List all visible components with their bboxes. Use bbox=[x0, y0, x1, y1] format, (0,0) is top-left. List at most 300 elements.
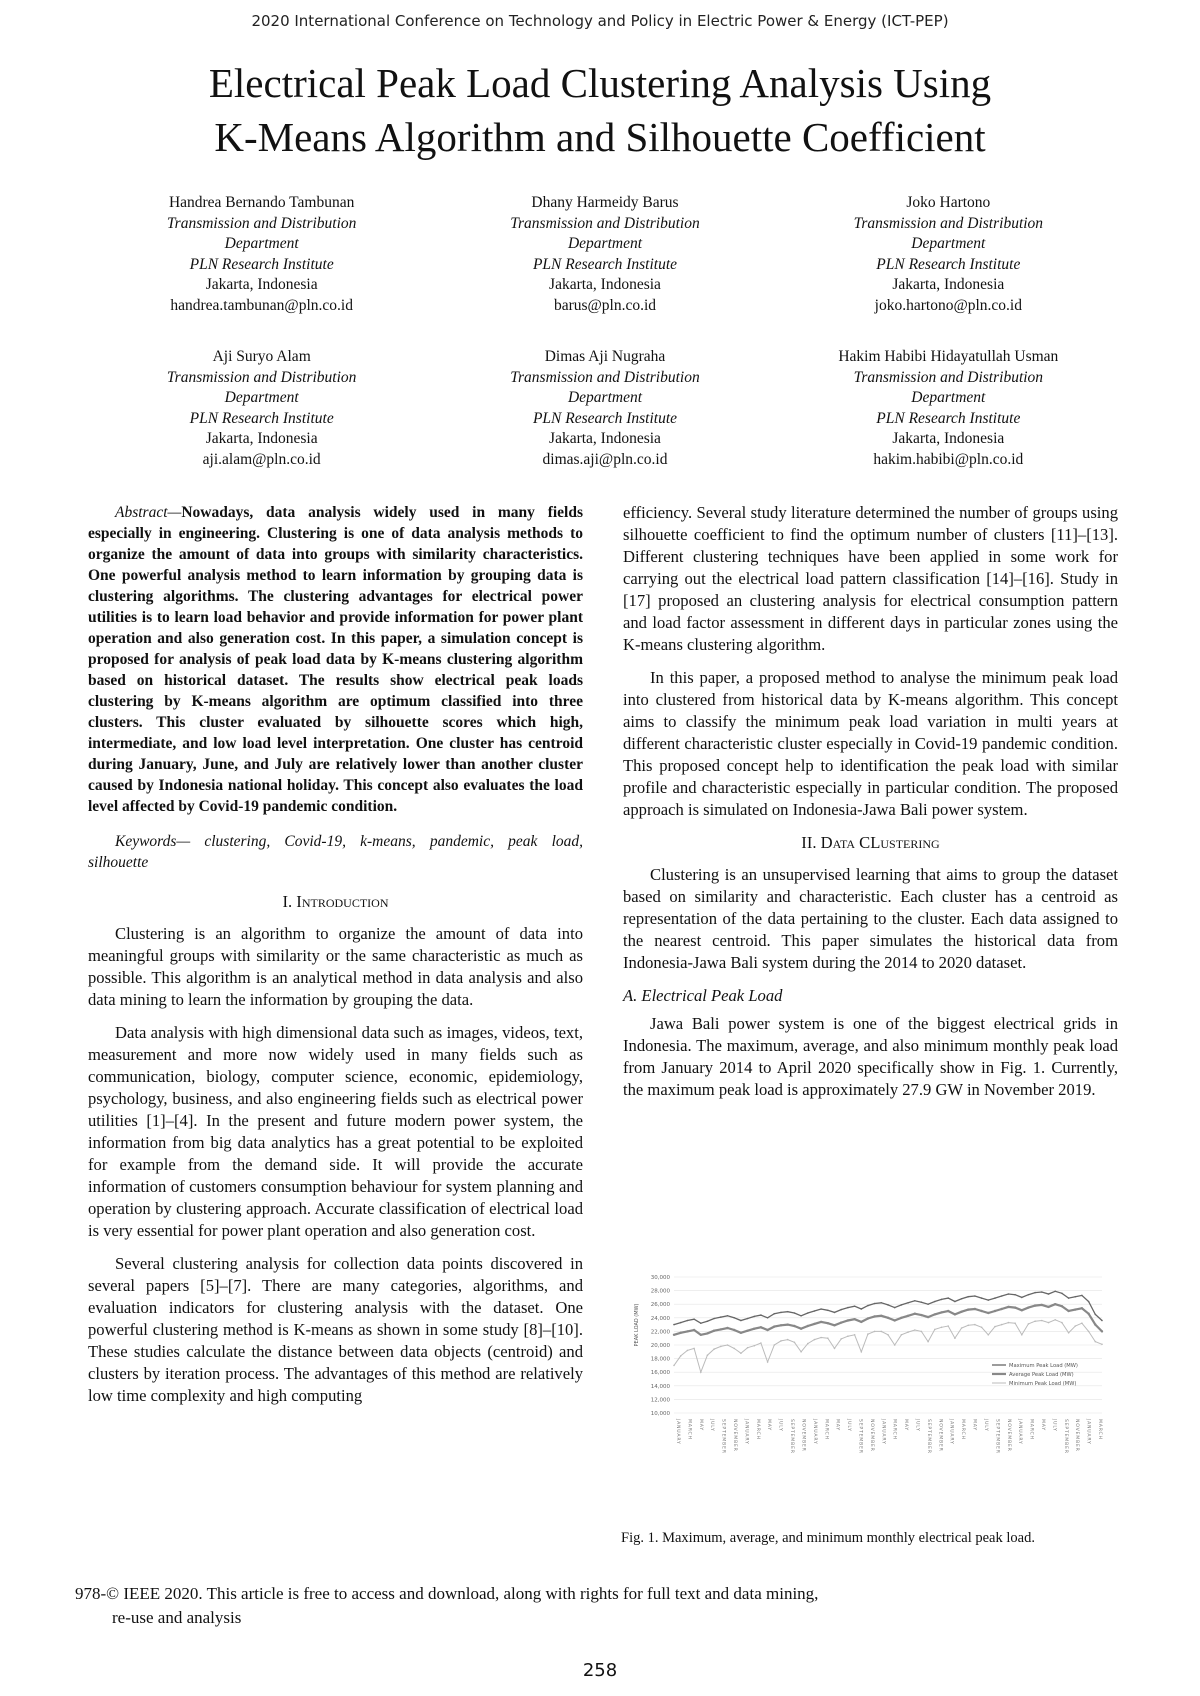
data-point bbox=[900, 1317, 902, 1319]
data-point bbox=[894, 1344, 896, 1346]
data-point bbox=[746, 1330, 748, 1332]
data-point bbox=[867, 1333, 869, 1335]
author-institute: PLN Research Institute bbox=[876, 255, 1021, 273]
data-point bbox=[760, 1314, 762, 1316]
legend-label: Average Peak Load (MW) bbox=[1009, 1372, 1074, 1378]
x-tick-label: MAY bbox=[834, 1419, 840, 1431]
data-point bbox=[1088, 1331, 1090, 1333]
paragraph: Clustering is an algorithm to organize the amount of data into meaningful groups with similarity or the same characteristic as much as possible. This algorithm is an analytical method in data analysis and also data mining to learn the information by grouping the data. bbox=[88, 924, 583, 1009]
x-tick-label: NOVEMBER bbox=[1074, 1419, 1080, 1452]
data-point bbox=[1001, 1295, 1003, 1297]
data-point bbox=[707, 1320, 709, 1322]
data-point bbox=[1081, 1295, 1083, 1297]
data-point bbox=[853, 1318, 855, 1320]
author-block bbox=[433, 347, 776, 470]
author-dept: Transmission and Distribution bbox=[853, 214, 1044, 232]
data-point bbox=[1054, 1291, 1056, 1293]
data-point bbox=[787, 1339, 789, 1341]
data-point bbox=[847, 1335, 849, 1337]
data-point bbox=[1034, 1292, 1036, 1294]
data-point bbox=[673, 1334, 675, 1336]
x-tick-label: SEPTEMBER bbox=[1062, 1419, 1068, 1454]
author-dept: Transmission and Distribution bbox=[853, 368, 1044, 386]
data-point bbox=[1061, 1322, 1063, 1324]
y-tick-label: 24,000 bbox=[650, 1315, 670, 1322]
data-point bbox=[813, 1323, 815, 1325]
data-point bbox=[753, 1328, 755, 1330]
data-point bbox=[793, 1325, 795, 1327]
footer-line-1: 978-© IEEE 2020. This article is free to access and download, along with rights for full text and data mining, bbox=[75, 1584, 819, 1603]
page-number: 258 bbox=[582, 1660, 618, 1681]
data-point bbox=[934, 1313, 936, 1315]
data-point bbox=[947, 1325, 949, 1327]
data-point bbox=[766, 1329, 768, 1331]
data-point bbox=[687, 1350, 689, 1352]
data-point bbox=[733, 1317, 735, 1319]
x-tick-label: NOVEMBER bbox=[937, 1419, 943, 1452]
data-point bbox=[1074, 1308, 1076, 1310]
data-point bbox=[680, 1332, 682, 1334]
data-point bbox=[680, 1322, 682, 1324]
paragraph: efficiency. Several study literature determined the number of groups using silhouette coefficient to find the optimum number of clusters [11]–[13]. Different clustering techniques have been applied in some work for carrying out the electrical load pattern classification [14]–[16]. Study in [17] proposed an clustering analysis for electrical consumption pattern and load factor assessment in different days in particular zones using the K-means clustering algorithm. bbox=[623, 503, 1118, 654]
data-point bbox=[967, 1308, 969, 1310]
data-point bbox=[961, 1298, 963, 1300]
data-point bbox=[1021, 1334, 1023, 1336]
data-point bbox=[974, 1295, 976, 1297]
title-line-1: Electrical Peak Load Clustering Analysis Using bbox=[208, 60, 992, 106]
data-point bbox=[747, 1347, 749, 1349]
abstract-lead: Abstract— bbox=[115, 504, 182, 521]
keywords: Keywords— clustering, Covid-19, k-means, pandemic, peak load, silhouette bbox=[88, 833, 583, 871]
data-point bbox=[880, 1315, 882, 1317]
data-point bbox=[713, 1330, 715, 1332]
paragraph: Jawa Bali power system is one of the biggest electrical grids in Indonesia. The maximum, average, and also minimum monthly peak load from January 2014 to April 2020 specifically show in Fig. 1. Currently, the maximum peak load is approximately 27.9 GW in November 2019. bbox=[623, 1014, 1118, 1099]
x-tick-label: JULY bbox=[846, 1419, 852, 1432]
data-point bbox=[867, 1305, 869, 1307]
data-point bbox=[693, 1329, 695, 1331]
x-tick-label: MARCH bbox=[1028, 1419, 1034, 1440]
author-institute: PLN Research Institute bbox=[189, 409, 334, 427]
data-point bbox=[981, 1327, 983, 1329]
x-tick-label: JANUARY bbox=[675, 1419, 680, 1445]
title-line-2: K-Means Algorithm and Silhouette Coefficient bbox=[214, 114, 986, 160]
data-point bbox=[1008, 1322, 1010, 1324]
author-dept: Department bbox=[911, 389, 986, 406]
data-point bbox=[754, 1316, 756, 1318]
data-point bbox=[1008, 1293, 1010, 1295]
data-point bbox=[834, 1312, 836, 1314]
data-point bbox=[727, 1315, 729, 1317]
data-point bbox=[921, 1301, 923, 1303]
x-tick-label: NOVEMBER bbox=[868, 1419, 874, 1452]
data-point bbox=[1007, 1306, 1009, 1308]
x-tick-label: SEPTEMBER bbox=[857, 1419, 863, 1454]
x-tick-label: JANUARY bbox=[811, 1419, 817, 1445]
data-point bbox=[934, 1301, 936, 1303]
data-point bbox=[1094, 1323, 1096, 1325]
x-tick-label: MARCH bbox=[754, 1419, 760, 1440]
data-point bbox=[794, 1342, 796, 1344]
author-city: Jakarta, Indonesia bbox=[205, 276, 318, 293]
data-point bbox=[1001, 1324, 1003, 1326]
data-point bbox=[960, 1311, 962, 1313]
data-point bbox=[733, 1348, 735, 1350]
data-point bbox=[774, 1344, 776, 1346]
data-point bbox=[807, 1343, 809, 1345]
author-city: Jakarta, Indonesia bbox=[205, 430, 318, 447]
data-point bbox=[1047, 1306, 1049, 1308]
data-point bbox=[961, 1327, 963, 1329]
chart-series bbox=[673, 1291, 1103, 1374]
author-city: Jakarta, Indonesia bbox=[892, 430, 1005, 447]
data-point bbox=[907, 1302, 909, 1304]
data-point bbox=[773, 1325, 775, 1327]
x-tick-label: MAY bbox=[1039, 1419, 1045, 1431]
author-row-1 bbox=[90, 193, 1120, 316]
data-point bbox=[994, 1310, 996, 1312]
peak-load-line-chart bbox=[630, 1265, 1110, 1490]
data-point bbox=[780, 1324, 782, 1326]
x-tick-label: JANUARY bbox=[880, 1419, 886, 1445]
data-point bbox=[1101, 1320, 1103, 1322]
data-point bbox=[767, 1361, 769, 1363]
data-point bbox=[873, 1315, 875, 1317]
author-dept: Department bbox=[224, 235, 299, 252]
data-point bbox=[720, 1346, 722, 1348]
author-row-2 bbox=[90, 347, 1120, 470]
data-point bbox=[887, 1317, 889, 1319]
data-point bbox=[774, 1313, 776, 1315]
data-point bbox=[1068, 1297, 1070, 1299]
x-tick-label: MAY bbox=[903, 1419, 909, 1431]
author-name: Dhany Harmeidy Barus bbox=[531, 194, 679, 211]
x-tick-label: NOVEMBER bbox=[732, 1419, 738, 1452]
data-point bbox=[987, 1312, 989, 1314]
data-point bbox=[687, 1320, 689, 1322]
data-point bbox=[713, 1348, 715, 1350]
data-point bbox=[800, 1315, 802, 1317]
footer-line-2: re-use and analysis bbox=[112, 1608, 242, 1627]
data-point bbox=[807, 1312, 809, 1314]
data-point bbox=[693, 1318, 695, 1320]
data-point bbox=[1081, 1307, 1083, 1309]
data-point bbox=[1054, 1319, 1056, 1321]
series-line bbox=[674, 1291, 1102, 1324]
data-point bbox=[980, 1310, 982, 1312]
data-point bbox=[887, 1334, 889, 1336]
data-point bbox=[860, 1321, 862, 1323]
data-point bbox=[927, 1303, 929, 1305]
x-tick-label: SEPTEMBER bbox=[720, 1419, 726, 1454]
data-point bbox=[1001, 1308, 1003, 1310]
abstract-body: Nowadays, data analysis widely used in many fields especially in engineering. Clustering is one of data analysis methods to organize the amount of data into groups with similarity characteristics. One powerful analysis method to learn information by grouping data is clustering algorithms. The clustering advantages for electrical power utilities is to learn load behavior and provide information for power plant operation and also generation cost. In this paper, a simulation concept is proposed for analysis of peak load data by K-means clustering algorithm based on historical dataset. The results show electrical peak loads clustering by K-means algorithm are optimum classified into three clusters. This cluster evaluated by silhouette scores which high, intermediate, and low load level interpretation. One cluster has centroid during January, June, and July are relatively lower than another cluster caused by Indonesia national holiday. This concept also evaluates the load level affected by Covid-19 pandemic condition. bbox=[88, 504, 583, 815]
data-point bbox=[940, 1311, 942, 1313]
data-point bbox=[927, 1341, 929, 1343]
subsection-heading: A. Electrical Peak Load bbox=[623, 986, 783, 1005]
author-name: Dimas Aji Nugraha bbox=[544, 348, 666, 365]
author-institute: PLN Research Institute bbox=[532, 255, 678, 273]
x-tick-label: MAY bbox=[766, 1419, 772, 1431]
data-point bbox=[726, 1327, 728, 1329]
author-dept: Transmission and Distribution bbox=[166, 214, 357, 232]
data-point bbox=[907, 1331, 909, 1333]
y-tick-label: 18,000 bbox=[650, 1356, 670, 1363]
data-point bbox=[854, 1305, 856, 1307]
data-point bbox=[1048, 1293, 1050, 1295]
data-point bbox=[720, 1316, 722, 1318]
y-axis-label: PEAK LOAD (MW) bbox=[634, 1303, 640, 1347]
data-point bbox=[988, 1334, 990, 1336]
data-point bbox=[673, 1324, 675, 1326]
data-point bbox=[861, 1308, 863, 1310]
data-point bbox=[974, 1308, 976, 1310]
y-tick-label: 26,000 bbox=[650, 1302, 670, 1309]
author-dept: Department bbox=[567, 235, 643, 252]
y-tick-label: 30,000 bbox=[650, 1275, 670, 1281]
x-tick-label: SEPTEMBER bbox=[925, 1419, 931, 1454]
data-point bbox=[720, 1328, 722, 1330]
data-point bbox=[800, 1328, 802, 1330]
data-point bbox=[914, 1300, 916, 1302]
data-point bbox=[887, 1304, 889, 1306]
author-email[interactable]: dimas.aji@pln.co.id bbox=[542, 450, 668, 468]
data-point bbox=[927, 1316, 929, 1318]
data-point bbox=[840, 1321, 842, 1323]
x-tick-label: JANUARY bbox=[1017, 1419, 1023, 1445]
x-tick-label: NOVEMBER bbox=[800, 1419, 806, 1452]
y-tick-label: 20,000 bbox=[650, 1343, 670, 1349]
data-point bbox=[727, 1344, 729, 1346]
figure-1 bbox=[630, 1265, 1110, 1490]
data-point bbox=[693, 1348, 695, 1350]
x-tick-label: SEPTEMBER bbox=[994, 1419, 1000, 1454]
data-point bbox=[827, 1310, 829, 1312]
data-point bbox=[968, 1325, 970, 1327]
data-point bbox=[974, 1324, 976, 1326]
data-point bbox=[954, 1337, 956, 1339]
data-point bbox=[1068, 1332, 1070, 1334]
data-point bbox=[700, 1334, 702, 1336]
data-point bbox=[686, 1330, 688, 1332]
data-point bbox=[934, 1329, 936, 1331]
data-point bbox=[1034, 1304, 1036, 1306]
abstract bbox=[88, 502, 583, 817]
author-block bbox=[90, 347, 433, 470]
x-tick-label: JANUARY bbox=[743, 1419, 749, 1445]
data-point bbox=[921, 1331, 923, 1333]
data-point bbox=[920, 1314, 922, 1316]
data-point bbox=[1021, 1309, 1023, 1311]
right-column bbox=[623, 502, 1118, 1112]
author-email[interactable]: aji.alam@pln.co.id bbox=[202, 450, 321, 468]
data-point bbox=[740, 1352, 742, 1354]
author-block bbox=[90, 193, 433, 316]
x-tick-label: NOVEMBER bbox=[1005, 1419, 1011, 1452]
paragraph: Several clustering analysis for collection data points discovered in several papers [5]–[7]. There are many categories, algorithms, and evaluation indicators for clustering analysis with the dataset. One powerful clustering method is K-means as shown in some study [8]–[10]. These studies calculate the distance between data objects (centroid) and clusters by iteration process. The advantages of this method are relatively low time complexity and high computing bbox=[88, 1254, 583, 1405]
y-axis-tick-labels bbox=[651, 1275, 671, 1417]
data-point bbox=[760, 1342, 762, 1344]
x-tick-label: MARCH bbox=[823, 1419, 829, 1440]
y-tick-label: 10,000 bbox=[650, 1411, 670, 1417]
data-point bbox=[1061, 1293, 1063, 1295]
data-point bbox=[1101, 1330, 1103, 1332]
data-point bbox=[867, 1317, 869, 1319]
author-dept: Transmission and Distribution bbox=[510, 214, 700, 232]
data-point bbox=[914, 1313, 916, 1315]
data-point bbox=[1014, 1306, 1016, 1308]
data-point bbox=[861, 1351, 863, 1353]
data-point bbox=[988, 1299, 990, 1301]
x-axis-tick-labels bbox=[675, 1418, 1103, 1454]
data-point bbox=[827, 1322, 829, 1324]
data-point bbox=[954, 1313, 956, 1315]
data-point bbox=[733, 1329, 735, 1331]
data-point bbox=[1075, 1325, 1077, 1327]
author-dept: Department bbox=[224, 389, 299, 406]
data-point bbox=[814, 1339, 816, 1341]
author-email[interactable]: joko.hartono@pln.co.id bbox=[874, 296, 1022, 314]
author-name: Hakim Habibi Hidayatullah Usman bbox=[838, 348, 1059, 365]
data-point bbox=[941, 1299, 943, 1301]
data-point bbox=[680, 1355, 682, 1357]
paragraph: In this paper, a proposed method to analyse the minimum peak load into clustered from historical data by K-means algorithm. This concept aims to classify the minimum peak load variation in multi years at different characteristic cluster especially in Covid-19 pandemic condition. This proposed concept help to identification the peak load with similar profile and characteristic especially in particular condition. The proposed approach is simulated on Indonesia-Jawa Bali power system. bbox=[623, 668, 1118, 819]
data-point bbox=[1014, 1294, 1016, 1296]
x-tick-label: JULY bbox=[709, 1419, 715, 1432]
conference-header: 2020 International Conference on Technology and Policy in Electric Power & Energy (ICT-PEP) bbox=[251, 12, 949, 30]
data-point bbox=[820, 1308, 822, 1310]
legend-label: Maximum Peak Load (MW) bbox=[1009, 1363, 1078, 1369]
data-point bbox=[901, 1304, 903, 1306]
x-tick-label: JULY bbox=[777, 1419, 783, 1432]
data-point bbox=[1067, 1310, 1069, 1312]
data-point bbox=[814, 1310, 816, 1312]
data-point bbox=[1054, 1303, 1056, 1305]
data-point bbox=[740, 1320, 742, 1322]
data-point bbox=[1028, 1323, 1030, 1325]
data-point bbox=[1088, 1301, 1090, 1303]
author-name: Joko Hartono bbox=[906, 194, 991, 211]
data-point bbox=[881, 1302, 883, 1304]
x-tick-label: JANUARY bbox=[1085, 1419, 1091, 1445]
author-dept: Department bbox=[567, 389, 643, 406]
section-heading-data-clustering: II. Data CLustering bbox=[801, 833, 940, 852]
data-point bbox=[827, 1337, 829, 1339]
data-point bbox=[740, 1332, 742, 1334]
author-city: Jakarta, Indonesia bbox=[892, 276, 1005, 293]
data-point bbox=[706, 1332, 708, 1334]
author-dept: Transmission and Distribution bbox=[166, 368, 357, 386]
data-point bbox=[780, 1312, 782, 1314]
data-point bbox=[994, 1297, 996, 1299]
data-point bbox=[994, 1326, 996, 1328]
author-name: Handrea Bernando Tambunan bbox=[168, 194, 355, 211]
author-name: Aji Suryo Alam bbox=[212, 348, 311, 365]
data-point bbox=[800, 1351, 802, 1353]
data-point bbox=[1041, 1304, 1043, 1306]
data-point bbox=[981, 1297, 983, 1299]
data-point bbox=[1014, 1322, 1016, 1324]
data-point bbox=[847, 1307, 849, 1309]
data-point bbox=[907, 1315, 909, 1317]
author-dept: Department bbox=[911, 235, 986, 252]
data-point bbox=[914, 1329, 916, 1331]
data-point bbox=[840, 1309, 842, 1311]
data-point bbox=[1061, 1305, 1063, 1307]
author-institute: PLN Research Institute bbox=[532, 409, 678, 427]
author-block bbox=[433, 193, 776, 316]
data-point bbox=[1095, 1341, 1097, 1343]
author-institute: PLN Research Institute bbox=[189, 255, 334, 273]
legend-label: Minimum Peak Load (MW) bbox=[1009, 1381, 1077, 1387]
data-point bbox=[713, 1318, 715, 1320]
data-point bbox=[1087, 1313, 1089, 1315]
x-tick-label: MAY bbox=[971, 1419, 977, 1431]
data-point bbox=[700, 1322, 702, 1324]
data-point bbox=[1041, 1320, 1043, 1322]
y-tick-label: 12,000 bbox=[650, 1397, 670, 1404]
data-point bbox=[840, 1338, 842, 1340]
data-point bbox=[794, 1312, 796, 1314]
data-point bbox=[881, 1331, 883, 1333]
left-column bbox=[88, 502, 583, 1418]
paper-title bbox=[60, 56, 1140, 164]
data-point bbox=[847, 1319, 849, 1321]
data-point bbox=[1034, 1320, 1036, 1322]
data-point bbox=[947, 1310, 949, 1312]
data-point bbox=[874, 1303, 876, 1305]
author-email[interactable]: handrea.tambunan@pln.co.id bbox=[170, 296, 353, 314]
data-point bbox=[1041, 1291, 1043, 1293]
data-point bbox=[941, 1327, 943, 1329]
chart-grid bbox=[674, 1277, 1102, 1413]
data-point bbox=[707, 1354, 709, 1356]
author-email[interactable]: hakim.habibi@pln.co.id bbox=[873, 450, 1024, 468]
data-point bbox=[894, 1319, 896, 1321]
data-point bbox=[1021, 1297, 1023, 1299]
data-point bbox=[947, 1297, 949, 1299]
data-point bbox=[760, 1326, 762, 1328]
x-tick-label: JANUARY bbox=[948, 1419, 954, 1445]
data-point bbox=[787, 1323, 789, 1325]
figure-caption: Fig. 1. Maximum, average, and minimum monthly electrical peak load. bbox=[621, 1530, 1035, 1546]
y-tick-label: 22,000 bbox=[650, 1329, 670, 1336]
x-tick-label: MARCH bbox=[891, 1419, 897, 1440]
data-point bbox=[673, 1365, 675, 1367]
data-point bbox=[780, 1340, 782, 1342]
data-point bbox=[901, 1334, 903, 1336]
author-email[interactable]: barus@pln.co.id bbox=[553, 296, 657, 314]
y-tick-label: 14,000 bbox=[650, 1383, 670, 1390]
author-institute: PLN Research Institute bbox=[876, 409, 1021, 427]
x-tick-label: MARCH bbox=[686, 1419, 692, 1440]
paragraph: Clustering is an unsupervised learning that aims to group the dataset based on similarity and characteristic. Each cluster has a centroid as representation of the data pertaining to the cluster. Each data assigned to the nearest centroid. This paper simulates the historical data from Indonesia-Jawa Bali system during the 2014 to 2020 dataset. bbox=[623, 865, 1118, 972]
data-point bbox=[874, 1331, 876, 1333]
data-point bbox=[954, 1301, 956, 1303]
data-point bbox=[754, 1345, 756, 1347]
data-point bbox=[1027, 1306, 1029, 1308]
author-block bbox=[777, 347, 1120, 470]
data-point bbox=[894, 1307, 896, 1309]
data-point bbox=[820, 1337, 822, 1339]
data-point bbox=[807, 1325, 809, 1327]
data-point bbox=[767, 1317, 769, 1319]
author-dept: Transmission and Distribution bbox=[510, 368, 700, 386]
author-city: Jakarta, Indonesia bbox=[549, 276, 661, 293]
data-point bbox=[834, 1348, 836, 1350]
data-point bbox=[968, 1296, 970, 1298]
author-block bbox=[777, 193, 1120, 316]
x-tick-label: JULY bbox=[1051, 1419, 1057, 1432]
